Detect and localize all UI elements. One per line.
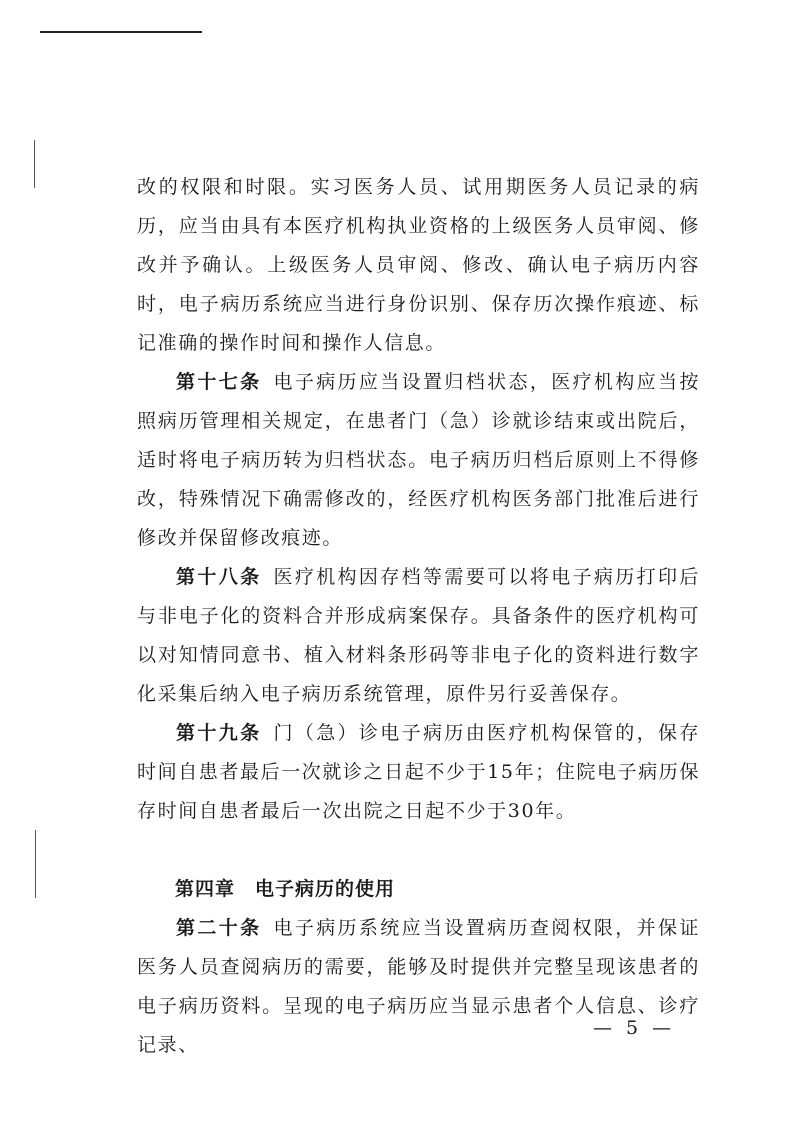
article-text: 电子病历应当设置归档状态，医疗机构应当按照病历管理相关规定，在患者门（急）诊就诊结束或出院后，适时将电子病历转为归档状态。电子病历归档后原则上不得修改，特殊情况下确需修改的，经医疗机构医务部门批准后进行修改并保留修改痕迹。 xyxy=(137,371,700,549)
article-text: 门（急）诊电子病历由医疗机构保管的，保存时间自患者最后一次就诊之日起不少于15年；住院电子病历保存时间自患者最后一次出院之日起不少于30年。 xyxy=(137,722,700,822)
paragraph-continuation xyxy=(137,168,700,363)
article-text: 电子病历系统应当设置病历查阅权限，并保证医务人员查阅病历的需要，能够及时提供并完整呈现该患者的电子病历资料。呈现的电子病历应当显示患者个人信息、诊疗记录、 xyxy=(137,917,700,1056)
article-18 xyxy=(137,558,700,714)
chapter-title: 第四章 电子病历的使用 xyxy=(175,878,396,900)
scan-mark xyxy=(35,830,36,898)
body-text xyxy=(137,168,700,1065)
scan-mark xyxy=(34,140,35,188)
article-20 xyxy=(137,909,700,1065)
article-label: 第二十条 xyxy=(176,917,262,939)
header-rule xyxy=(40,31,202,33)
article-label: 第十九条 xyxy=(176,722,262,744)
article-17 xyxy=(137,363,700,558)
article-label: 第十八条 xyxy=(176,566,262,588)
article-19 xyxy=(137,714,700,831)
article-label: 第十七条 xyxy=(176,371,262,393)
page-number: — 5 — xyxy=(593,1017,676,1039)
paragraph-text: 改的权限和时限。实习医务人员、试用期医务人员记录的病历，应当由具有本医疗机构执业资格的上级医务人员审阅、修改并予确认。上级医务人员审阅、修改、确认电子病历内容时，电子病历系统应当进行身份识别、保存历次操作痕迹、标记准确的操作时间和操作人信息。 xyxy=(137,176,700,354)
article-text: 医疗机构因存档等需要可以将电子病历打印后与非电子化的资料合并形成病案保存。具备条件的医疗机构可以对知情同意书、植入材料条形码等非电子化的资料进行数字化采集后纳入电子病历系统管理，原件另行妥善保存。 xyxy=(137,566,700,705)
